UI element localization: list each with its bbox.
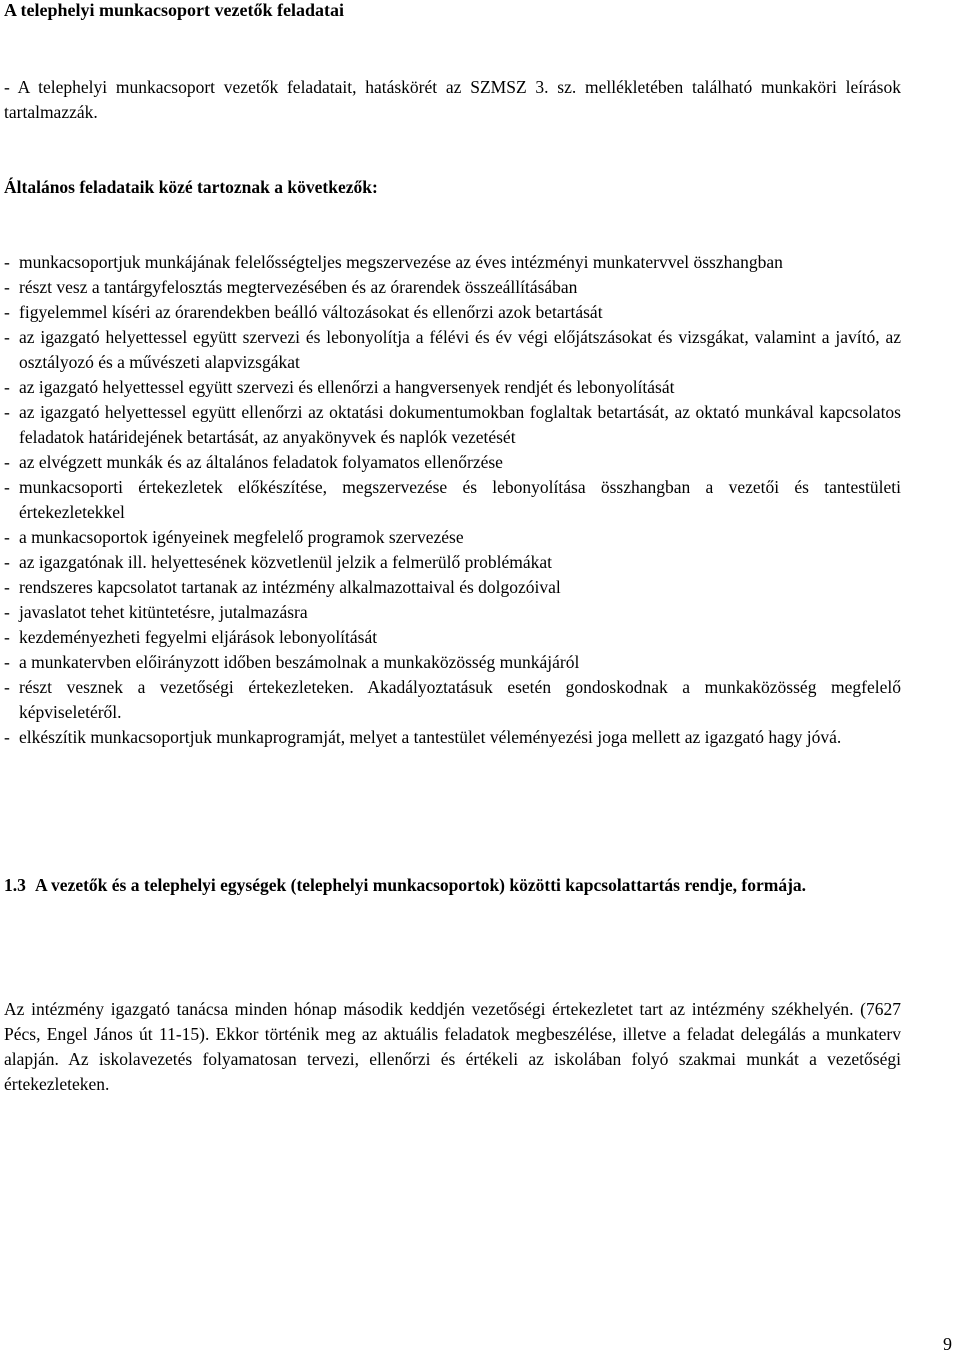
- list-item: - rendszeres kapcsolatot tartanak az intézmény alkalmazottaival és dolgozóival: [4, 577, 561, 597]
- list-item: - az igazgató helyettessel együtt ellenőrzi az oktatási dokumentumokban foglaltak betartását, az oktató munkával kapcsolatos feladatok határidejének betartását, az anyakönyvek és naplók vezetését: [4, 402, 901, 447]
- task-text: munkacsoporti értekezletek előkészítése, megszervezése és lebonyolítása összhangban a vezetői és tantestületi értekezletekkel: [19, 477, 901, 522]
- list-item: - részt vesznek a vezetőségi értekezleteken. Akadályoztatásuk esetén gondoskodnak a munkaközösség megfelelő képviseletéről.: [4, 677, 901, 722]
- task-text: a munkacsoportok igényeinek megfelelő programok szervezése: [19, 527, 464, 547]
- task-text: elkészítik munkacsoportjuk munkaprogramját, melyet a tantestület véleményezési joga mellett az igazgató hagy jóvá.: [19, 727, 842, 747]
- intro-paragraph: - A telephelyi munkacsoport vezetők feladatait, hatáskörét az SZMSZ 3. sz. mellékletében található munkaköri leírások tartalmazzák.: [4, 77, 901, 122]
- task-text: részt vesz a tantárgyfelosztás megtervezésében és az órarendek összeállításában: [19, 277, 578, 297]
- list-item: - az igazgató helyettessel együtt szervezi és ellenőrzi a hangversenyek rendjét és lebonyolítását: [4, 377, 675, 397]
- list-item: - munkacsoporti értekezletek előkészítése, megszervezése és lebonyolítása összhangban a vezetői és tantestületi értekezletekkel: [4, 477, 901, 522]
- task-text: rendszeres kapcsolatot tartanak az intézmény alkalmazottaival és dolgozóival: [19, 577, 561, 597]
- list-item: - az igazgató helyettessel együtt szervezi és lebonyolítja a félévi és év végi előjátszásokat és vizsgákat, valamint a javító, az osztályozó és a művészeti alapvizsgákat: [4, 327, 901, 372]
- list-item: - kezdeményezheti fegyelmi eljárások lebonyolítását: [4, 627, 378, 647]
- task-text: az igazgató helyettessel együtt szervezi és lebonyolítja a félévi és év végi előjátszásokat és vizsgákat, valamint a javító, az osztályozó és a művészeti alapvizsgákat: [19, 327, 901, 372]
- list-item: - figyelemmel kíséri az órarendekben beálló változásokat és ellenőrzi azok betartását: [4, 302, 603, 322]
- task-text: az elvégzett munkák és az általános feladatok folyamatos ellenőrzése: [19, 452, 503, 472]
- list-item: - munkacsoportjuk munkájának felelősségteljes megszervezése az éves intézményi munkatervvel összhangban: [4, 252, 783, 272]
- section-heading: [4, 873, 901, 898]
- list-item: - a munkacsoportok igényeinek megfelelő programok szervezése: [4, 527, 464, 547]
- list-item: - javaslatot tehet kitüntetésre, jutalmazásra: [4, 602, 308, 622]
- list-item: - elkészítik munkacsoportjuk munkaprogramját, melyet a tantestület véleményezési joga mellett az igazgató hagy jóvá.: [4, 727, 842, 747]
- list-item: - az elvégzett munkák és az általános feladatok folyamatos ellenőrzése: [4, 452, 503, 472]
- task-text: az igazgatónak ill. helyettesének közvetlenül jelzik a felmerülő problémákat: [19, 552, 553, 572]
- task-text: a munkatervben előirányzott időben beszámolnak a munkaközösség munkájáról: [19, 652, 580, 672]
- general-tasks-heading: Általános feladataik közé tartoznak a következők:: [4, 177, 378, 197]
- section-title: A vezetők és a telephelyi egységek (telephelyi munkacsoportok) közötti kapcsolattartás rendje, formája.: [35, 875, 807, 895]
- page-number: 9: [943, 1334, 952, 1354]
- task-text: munkacsoportjuk munkájának felelősségteljes megszervezése az éves intézményi munkatervvel összhangban: [19, 252, 783, 272]
- task-text: részt vesznek a vezetőségi értekezleteken. Akadályoztatásuk esetén gondoskodnak a munkaközösség megfelelő képviseletéről.: [19, 677, 901, 722]
- page-heading: A telephelyi munkacsoport vezetők feladatai: [4, 0, 344, 20]
- list-item: - az igazgatónak ill. helyettesének közvetlenül jelzik a felmerülő problémákat: [4, 552, 553, 572]
- section-number: 1.3: [4, 875, 26, 895]
- list-item: - a munkatervben előirányzott időben beszámolnak a munkaközösség munkájáról: [4, 652, 580, 672]
- task-text: figyelemmel kíséri az órarendekben beálló változásokat és ellenőrzi azok betartását: [19, 302, 603, 322]
- task-list: [4, 250, 901, 750]
- list-item: - részt vesz a tantárgyfelosztás megtervezésében és az órarendek összeállításában: [4, 277, 578, 297]
- task-text: az igazgató helyettessel együtt ellenőrzi az oktatási dokumentumokban foglaltak betartását, az oktató munkával kapcsolatos feladatok határidejének betartását, az anyakönyvek és naplók vezetését: [19, 402, 901, 447]
- task-text: az igazgató helyettessel együtt szervezi és ellenőrzi a hangversenyek rendjét és lebonyolítását: [19, 377, 675, 397]
- closing-paragraph: Az intézmény igazgató tanácsa minden hónap második keddjén vezetőségi értekezletet tart az intézmény székhelyén. (7627 Pécs, Engel János út 11-15). Ekkor történik meg az aktuális feladatok megbeszélése, illetve a feladat delegálás a munkaterv alapján. Az iskolavezetés folyamatosan tervezi, ellenőrzi és értékeli az iskolában folyó szakmai munkát a vezetőségi értekezleteken.: [4, 999, 901, 1094]
- task-text: javaslatot tehet kitüntetésre, jutalmazásra: [19, 602, 308, 622]
- task-text: kezdeményezheti fegyelmi eljárások lebonyolítását: [19, 627, 378, 647]
